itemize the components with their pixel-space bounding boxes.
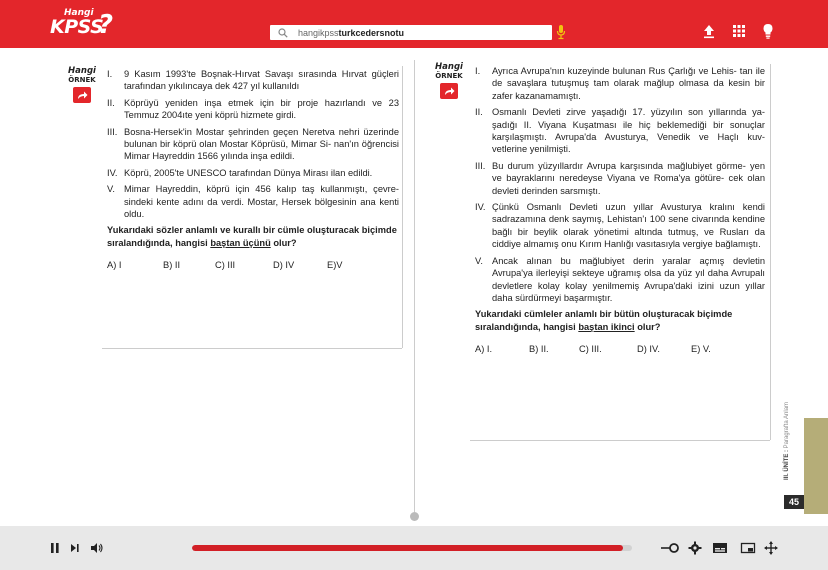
logo-main-text: KPSS [50, 16, 104, 38]
list-item: I. 9 Kasım 1993'te Boşnak-Hırvat Savaşı sırasında Hırvat güçleri tarafından yıkılıncaya dek 427 yıl kullanıldı [107, 69, 399, 92]
badge-line2: ÖRNEK [68, 76, 96, 84]
search-icon [276, 28, 290, 38]
grid-menu-icon[interactable] [732, 22, 746, 40]
option-c[interactable]: C) III [215, 260, 236, 271]
list-item: V. Mimar Hayreddin, köprü için 456 kalıp taş kullanmıştı, çevre- sindeki kente adını da verdi. Mostar, Hersek bölgesinin ana kenti oldu. [107, 184, 399, 220]
option-e[interactable]: E) V. [691, 344, 711, 355]
search-bar[interactable] [270, 25, 552, 40]
unit-tab [804, 418, 828, 514]
question-left [107, 68, 399, 272]
statement-list-right [475, 65, 765, 304]
bracket-line [470, 440, 770, 441]
option-a[interactable]: A) I. [475, 344, 493, 355]
search-bold: turkcedersnotu [338, 27, 405, 38]
logo[interactable] [50, 8, 114, 40]
unit-label: III. ÜNİTE : Paragrafta Anlam [784, 401, 790, 480]
badge-line1: Hangi [435, 62, 463, 72]
bracket-line [402, 66, 403, 348]
list-item: IV. Köprü, 2005'te UNESCO tarafından Dünya Mirası ilan edildi. [107, 167, 373, 178]
list-item: III. Bosna-Hersek'in Mostar şehrinden geçen Neretva nehri üzerinde bulunan bir köprü olan Mostar Köprüsü, Mimar Si- nan'ın öğrencisi Mimar Hayreddin 1566 yılında inşa edildi. [107, 126, 399, 162]
option-d[interactable]: D) IV. [637, 344, 660, 355]
speed-icon[interactable] [660, 541, 680, 555]
answer-options-left [107, 259, 399, 271]
list-item: II. Osmanlı Devleti zirve yaşadığı 17. yüzyılın son yıllarında ya- şadığı II. Viyana Kuşatması ile hiç beklemediği bir sonuçlar karşılaşmıştı. Avrupa'da Avusturya, Venedik ve Haçlı kuv- vetlerine yenilmişti. [475, 107, 765, 155]
logo-top-text: Hangi [64, 8, 94, 18]
hangi-ornek-badge-right [429, 63, 469, 99]
subtitles-icon[interactable] [712, 541, 728, 555]
top-bar [0, 0, 828, 48]
share-arrow-button[interactable] [440, 83, 458, 99]
upload-icon[interactable] [702, 22, 716, 40]
page-number: 45 [784, 495, 804, 509]
statement-list-left [107, 68, 399, 220]
pause-icon[interactable] [50, 541, 60, 555]
microphone-icon[interactable] [556, 24, 566, 40]
fullscreen-move-icon[interactable] [764, 541, 778, 555]
list-item: IV. Çünkü Osmanlı Devleti uzun yıllar Avusturya kralını kendi sadrazamına denk saymış, Lehistan'ı 100 sene civarında kendine bağlı bir beylik olarak yönetimi altında tutmuş, ve Rusları da ciddiye almamış onu Kırım Hanlığı vasıtasıyla vergiye bağlamıştı. [475, 202, 765, 250]
list-item: II. Köprüyü yeniden inşa etmek için bir proje hazırlandı ve 23 Temmuz 2004ıte yeni köprü hizmete girdi. [107, 97, 399, 121]
player-bar [0, 526, 828, 570]
volume-icon[interactable] [90, 541, 104, 555]
option-e[interactable]: E)V [327, 260, 343, 271]
lightbulb-icon[interactable] [761, 22, 775, 40]
next-icon[interactable] [70, 541, 80, 555]
option-b[interactable]: B) II. [529, 344, 549, 355]
logo-question-mark: ? [98, 10, 114, 40]
list-item: V. Ancak alınan bu mağlubiyet derin yaralar açmış devletin Avrupa'ya ilerleyişi sekteye uğramış olsa da yüz yıl daha Avrupalı devletlere kolay kolay yenilmemiş Avrupa'daki izini uzun yıllar daha sürdürmeyi başarmıştır. [475, 255, 765, 303]
page-drag-handle[interactable] [410, 512, 419, 521]
share-arrow-icon [444, 87, 455, 96]
bracket-line [770, 64, 771, 440]
badge-line2: ÖRNEK [435, 72, 463, 80]
progress-fill [192, 545, 623, 551]
search-prefix: hangikpss [298, 27, 339, 38]
list-item: III. Bu durum yüzyıllardır Avrupa karşısında mağlubiyet görme- yen ve bayraklarını neredeyse Viyana ve Roma'ya götüre- cek olan devleti derinden sarsmıştı. [475, 160, 765, 196]
option-c[interactable]: C) III. [579, 344, 602, 355]
picture-in-picture-icon[interactable] [740, 541, 756, 555]
option-a[interactable]: A) I [107, 260, 122, 271]
settings-gear-icon[interactable] [688, 541, 702, 555]
option-d[interactable]: D) IV [273, 260, 295, 271]
bracket-line [102, 348, 402, 349]
progress-bar[interactable] [192, 545, 632, 551]
share-arrow-icon [77, 91, 88, 100]
question-text-right: Yukarıdaki cümleler anlamlı bir bütün oluşturacak biçimde sıralandığında, hangisi baştan ikinci olur? [475, 309, 733, 332]
hangi-ornek-badge-left [62, 67, 102, 103]
badge-line1: Hangi [68, 66, 96, 76]
list-item: I. Ayrıca Avrupa'nın kuzeyinde bulunan Rus Çarlığı ve Lehis- tan ile de savaşlara tutuşmuş tam olarak mağlup olmasa da kesin bir zafer kazanamamıştı. [475, 66, 765, 101]
question-right [475, 65, 765, 356]
share-arrow-button[interactable] [73, 87, 91, 103]
page-divider [414, 60, 415, 512]
option-b[interactable]: B) II [163, 260, 181, 271]
question-text-left: Yukarıdaki sözler anlamlı ve kurallı bir cümle oluşturacak biçimde sıralandığında, hangisi baştan üçünü olur? [107, 225, 397, 248]
answer-options-right [475, 343, 765, 355]
